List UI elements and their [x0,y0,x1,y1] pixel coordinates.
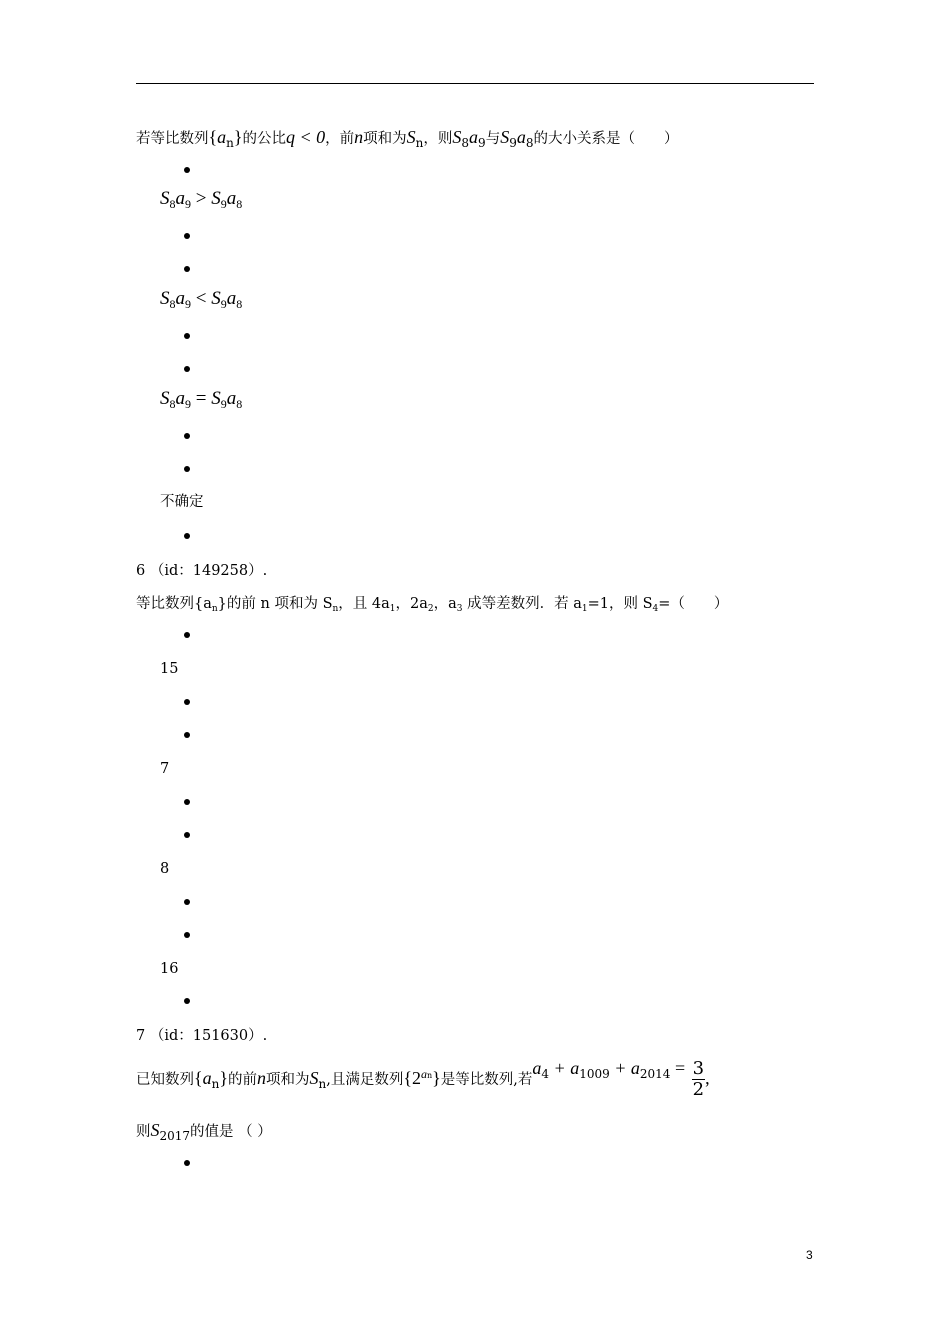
q7-exp: a [421,1067,427,1081]
q6-text: ，a [433,596,457,612]
opt-a: a [175,388,185,409]
q5-condition: q < 0 [286,127,326,147]
q6-sub: 2 [427,604,434,614]
q7-sub: 4 [541,1066,550,1081]
q5-option-c[interactable] [160,388,242,415]
q7-text: 的值是 （ ） [190,1124,272,1140]
q7-sub: n [211,1076,220,1091]
q5-text: 的公比 [242,131,287,147]
q7-text: 的前 [228,1071,258,1088]
bullet-icon [184,266,190,272]
q5-option-a[interactable] [160,188,242,215]
q6-option-c[interactable]: 8 [160,861,170,877]
opt-sub: 8 [169,297,176,311]
q5-expr: a [516,127,526,147]
opt-relation: = [191,388,212,409]
q5-text: 若等比数列 [136,131,209,147]
q6-text: =1，则 S [587,596,653,612]
bullet-icon [184,366,190,372]
q5-brace-close: } [233,127,243,147]
q5-a-sub: n [226,136,234,150]
q5-text: ，则 [423,131,453,147]
q7-brace: { [403,1067,412,1088]
q5-S-sub: n [415,136,424,150]
q7-sub: 2017 [159,1129,191,1143]
q5-text: 的大小关系是（ ） [533,131,679,147]
q6-text: 等比数列{a [136,596,212,612]
q7-comma: , [705,1067,710,1088]
opt-S: S [160,388,170,409]
q5-text: 与 [485,131,501,147]
opt-sub: 8 [169,397,176,411]
opt-a: a [226,388,237,409]
opt-sub: 9 [220,297,227,311]
q5-stem [136,127,678,153]
q6-sub: 1 [389,604,396,614]
q7-sub: n [318,1076,327,1091]
q6-sub: 4 [652,604,659,614]
q7-sub: 1009 [579,1066,610,1081]
q6-sub: n [211,604,218,614]
q5-n: n [354,127,364,147]
opt-sub: 9 [220,397,227,411]
q6-option-d[interactable]: 16 [160,961,179,977]
q6-text: ，且 4a [338,596,390,612]
q5-sub: 9 [509,136,517,150]
bullet-icon [184,1160,190,1166]
opt-S: S [211,388,221,409]
bullet-icon [184,167,190,173]
q7-text: 则 [136,1124,151,1140]
q5-brace: { [208,127,218,147]
q5-expr: S [500,127,510,147]
bullet-icon [184,632,190,638]
q7-text: 项和为 [266,1071,310,1088]
opt-sub: 9 [185,197,191,211]
q6-sub: 3 [456,604,463,614]
bullet-icon [184,899,190,905]
q6-text: }的前 n 项和为 S [217,596,333,612]
opt-sub: 8 [236,397,243,411]
bullet-icon [184,433,190,439]
q5-sub: 9 [478,136,486,150]
bullet-icon [184,832,190,838]
q6-header: 6 （id：149258）. [136,563,268,579]
q5-text: ，前 [325,131,355,147]
bullet-icon [184,699,190,705]
bullet-icon [184,333,190,339]
q7-S: S [309,1067,319,1088]
q7-stem-line2 [136,1120,272,1146]
q6-option-b[interactable]: 7 [160,761,170,777]
bullet-icon [184,932,190,938]
opt-a: a [175,288,185,309]
q5-option-b[interactable] [160,288,242,315]
bullet-icon [184,799,190,805]
opt-a: a [226,288,237,309]
q7-sum: + a [609,1057,640,1078]
bullet-icon [184,233,190,239]
q6-text: =（ ） [658,596,729,612]
q6-sub: 1 [581,604,588,614]
q5-sub: 8 [525,136,534,150]
q7-stem-line1 [136,1052,710,1106]
q5-sub: 8 [461,136,470,150]
q6-text: ，2a [395,596,428,612]
opt-S: S [211,188,221,209]
q6-text: 成等差数列．若 a [462,596,582,612]
opt-relation: < [191,288,212,309]
q7-sum: a [532,1057,542,1078]
opt-sub: 8 [169,197,176,211]
q7-text: ,且满足数列 [326,1071,404,1088]
q7-eq: = [670,1057,690,1078]
q7-brace: } [432,1067,441,1088]
q7-frac-num: 3 [692,1058,705,1080]
bullet-icon [184,466,190,472]
q7-frac-den: 2 [692,1079,705,1101]
q7-header: 7 （id：151630）. [136,1028,268,1044]
q5-option-d[interactable]: 不确定 [160,494,204,510]
q5-expr: S [452,127,462,147]
q5-expr: a [469,127,479,147]
q7-fraction [692,1059,705,1100]
opt-sub: 8 [236,297,243,311]
q5-S: S [406,127,416,147]
q7-base: 2 [412,1067,421,1088]
opt-sub: 9 [220,197,227,211]
q7-a: a [202,1067,212,1088]
q5-text: 项和为 [363,131,407,147]
q6-stem [136,594,728,619]
header-rule [136,83,814,84]
q7-brace: } [219,1067,229,1088]
opt-sub: 9 [185,397,191,411]
page-number: 3 [806,1248,813,1262]
opt-sub: 8 [236,197,243,211]
opt-a: a [226,188,237,209]
q7-brace: { [194,1067,203,1088]
q7-sub: 2014 [639,1066,671,1081]
q7-n: n [257,1067,267,1088]
bullet-icon [184,998,190,1004]
opt-sub: 9 [185,297,191,311]
opt-S: S [160,188,170,209]
opt-a: a [175,188,185,209]
q7-S: S [150,1120,160,1140]
q7-exp-sub: n [427,1071,433,1080]
opt-relation: > [191,188,212,209]
opt-S: S [211,288,221,309]
bullet-icon [184,732,190,738]
q7-text: 是等比数列,若 [440,1071,533,1088]
opt-S: S [160,288,170,309]
q6-sub: n [332,604,339,614]
q5-a: a [217,127,227,147]
bullet-icon [184,533,190,539]
q7-text: 已知数列 [136,1071,194,1088]
q6-option-a[interactable]: 15 [160,661,179,677]
q7-sum: + a [549,1057,580,1078]
